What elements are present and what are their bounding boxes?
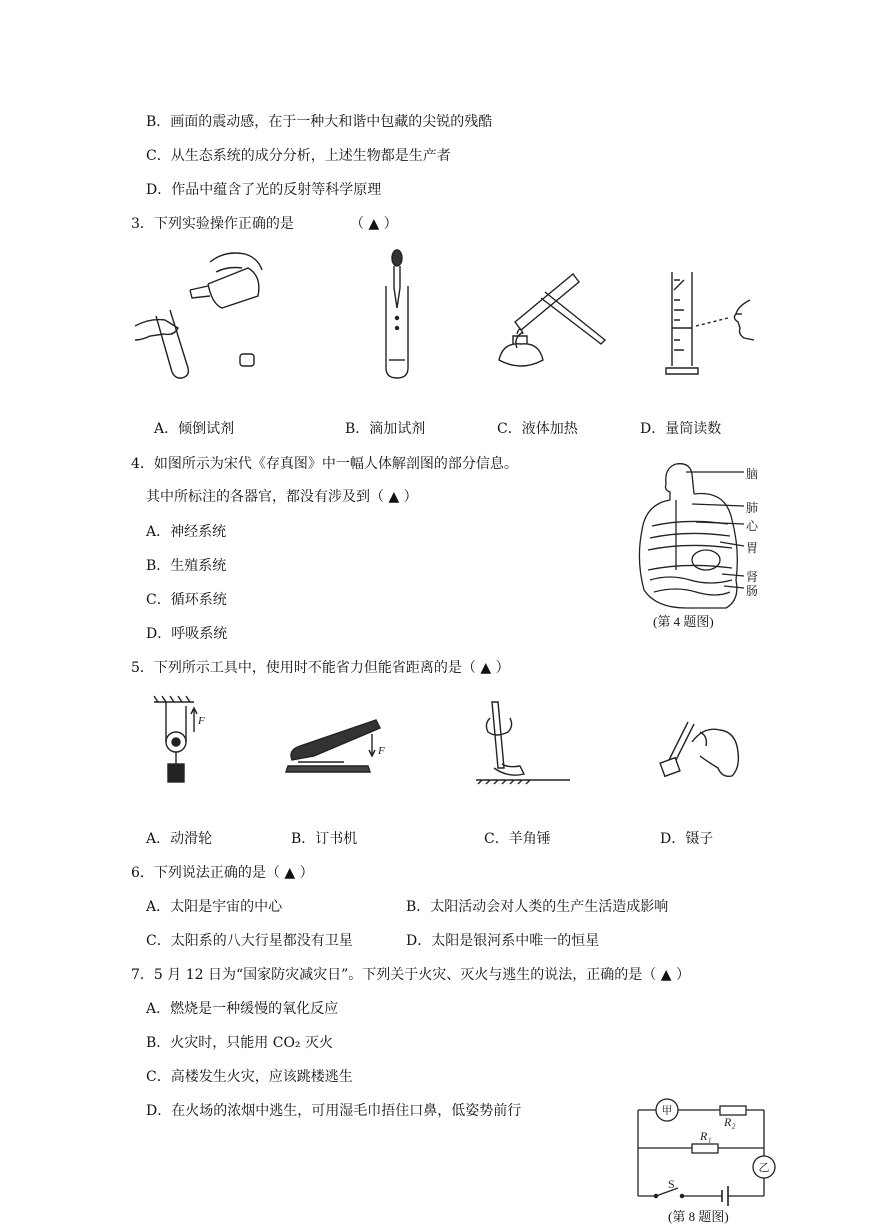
organ-label-intestine: 肠 xyxy=(746,584,759,598)
organ-label-kidney: 肾 xyxy=(746,570,759,584)
q3-stem: 3．下列实验操作正确的是 xyxy=(131,216,294,232)
q3-option-b: B．滴加试剂 xyxy=(345,421,426,437)
circuit-diagram xyxy=(630,1098,780,1204)
r2-label: R₂ xyxy=(724,1115,736,1129)
q3-answer-mark: （ ▲ ） xyxy=(350,216,398,232)
q7-option-c: C．高楼发生火灾，应该跳楼逃生 xyxy=(146,1069,353,1085)
organ-label-stomach: 胃 xyxy=(746,541,759,555)
claw-hammer-illustration xyxy=(474,698,574,788)
q7-stem: 7．5 月 12 日为“国家防灾减灾日”。下列关于火灾、灭火与逃生的说法，正确的是（ ▲ ） xyxy=(131,967,690,983)
measuring-cylinder-illustration xyxy=(664,270,764,378)
q5-option-d: D．镊子 xyxy=(660,831,714,847)
q6-option-c: C．太阳系的八大行星都没有卫星 xyxy=(146,933,353,949)
meter-yi-label: 乙 xyxy=(758,1161,770,1174)
pulley-force-label: F xyxy=(198,715,205,727)
r1-label: R₁ xyxy=(700,1129,712,1143)
q6-stem: 6．下列说法正确的是（ ▲ ） xyxy=(131,865,314,881)
q4-option-b: B．生殖系统 xyxy=(146,558,227,574)
q4-stem-line2: 其中所标注的各器官，都没有涉及到（ ▲ ） xyxy=(146,489,418,505)
switch-label: S xyxy=(668,1177,675,1191)
q7-option-b: B．火灾时，只能用 CO₂ 灭火 xyxy=(146,1035,333,1051)
q4-option-d: D．呼吸系统 xyxy=(146,626,228,642)
q5-option-a: A．动滑轮 xyxy=(146,831,213,847)
q5-option-c: C．羊角锤 xyxy=(484,831,551,847)
q3-option-d: D．量筒读数 xyxy=(640,421,722,437)
q4-option-a: A．神经系统 xyxy=(146,524,227,540)
meter-jia-label: 甲 xyxy=(661,1104,673,1117)
q4-option-c: C．循环系统 xyxy=(146,592,227,608)
organ-label-lung: 肺 xyxy=(746,501,759,515)
q2-option-b: B．画面的震动感，在于一种大和谐中包藏的尖锐的残酷 xyxy=(146,114,493,130)
pour-reagent-illustration xyxy=(130,248,270,383)
q6-option-d: D．太阳是银河系中唯一的恒星 xyxy=(406,933,600,949)
q8-figure-caption: (第 8 题图) xyxy=(668,1209,729,1224)
organ-label-brain: 脑 xyxy=(746,467,759,481)
q7-option-d: D．在火场的浓烟中逃生，可用湿毛巾捂住口鼻，低姿势前行 xyxy=(146,1103,522,1119)
q3-option-a: A．倾倒试剂 xyxy=(154,421,235,437)
q6-option-a: A．太阳是宇宙的中心 xyxy=(146,899,283,915)
stapler-illustration xyxy=(284,712,394,780)
q2-option-c: C．从生态系统的成分分析，上述生物都是生产者 xyxy=(146,148,451,164)
q7-option-a: A．燃烧是一种缓慢的氧化反应 xyxy=(146,1001,339,1017)
q3-option-c: C．液体加热 xyxy=(497,421,578,437)
q6-option-b: B．太阳活动会对人类的生产生活造成影响 xyxy=(406,899,669,915)
q4-stem-line1: 4．如图所示为宋代《存真图》中一幅人体解剖图的部分信息。 xyxy=(131,456,518,472)
heating-liquid-illustration xyxy=(495,262,615,377)
organ-label-heart: 心 xyxy=(746,519,759,533)
q2-option-d: D．作品中蕴含了光的反射等科学原理 xyxy=(146,182,382,198)
q5-stem: 5．下列所示工具中，使用时不能省力但能省距离的是（ ▲ ） xyxy=(131,660,510,676)
dropper-illustration xyxy=(382,248,422,383)
q4-figure-caption: (第 4 题图) xyxy=(653,614,714,629)
stapler-force-label: F xyxy=(378,745,385,757)
q5-option-b: B．订书机 xyxy=(291,831,358,847)
tweezers-illustration xyxy=(660,712,750,784)
movable-pulley-illustration xyxy=(150,696,210,792)
